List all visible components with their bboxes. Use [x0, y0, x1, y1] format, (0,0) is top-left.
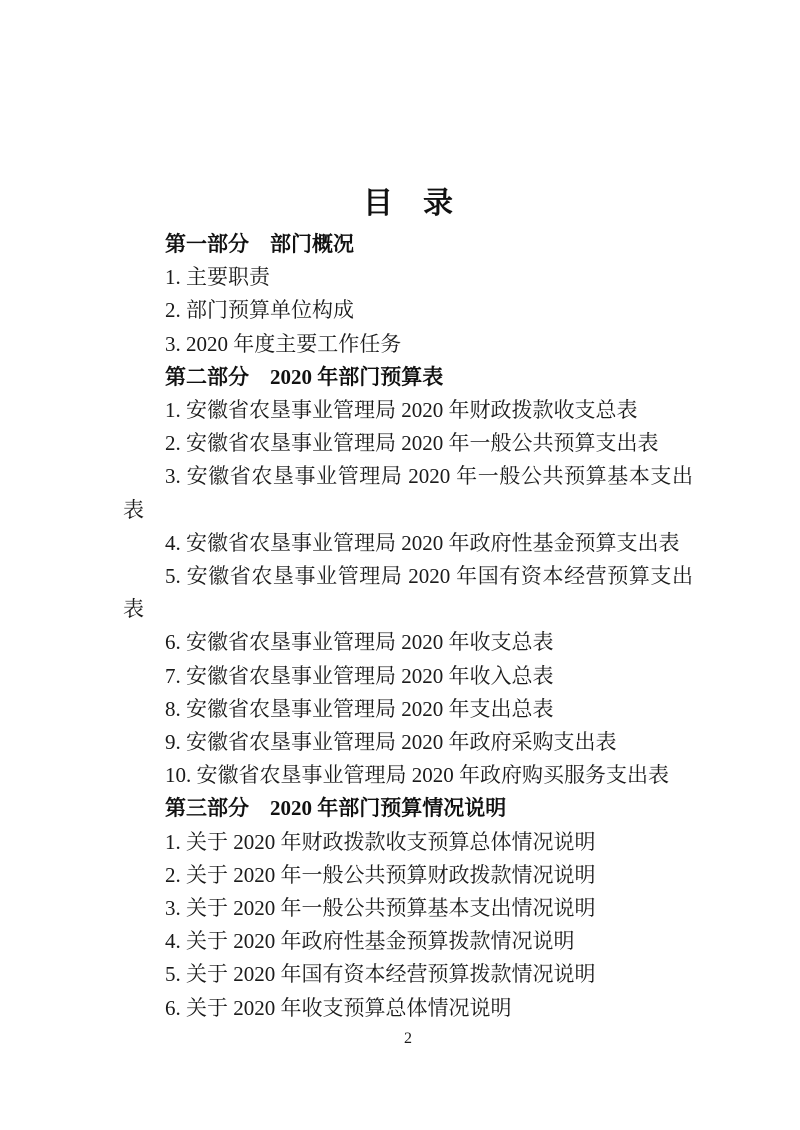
toc-entry: 2. 部门预算单位构成 — [165, 298, 354, 323]
toc-entry: 1. 关于 2020 年财政拨款收支预算总体情况说明 — [165, 829, 596, 854]
toc-entry-continuation: 表 — [123, 497, 144, 522]
toc-entry: 9. 安徽省农垦事业管理局 2020 年政府采购支出表 — [165, 730, 617, 755]
toc-entry: 5. 安徽省农垦事业管理局 2020 年国有资本经营预算支出 — [165, 564, 693, 589]
toc-entry: 10. 安徽省农垦事业管理局 2020 年政府购买服务支出表 — [165, 763, 669, 788]
toc-entry: 3. 安徽省农垦事业管理局 2020 年一般公共预算基本支出 — [165, 464, 693, 489]
toc-entry: 1. 安徽省农垦事业管理局 2020 年财政拨款收支总表 — [165, 398, 638, 423]
toc-entry: 3. 关于 2020 年一般公共预算基本支出情况说明 — [165, 896, 596, 921]
toc-section-heading-part3: 第三部分 2020 年部门预算情况说明 — [165, 796, 507, 821]
toc-entry: 7. 安徽省农垦事业管理局 2020 年收入总表 — [165, 663, 554, 688]
toc-entry: 5. 关于 2020 年国有资本经营预算拨款情况说明 — [165, 962, 596, 987]
toc-entry: 4. 安徽省农垦事业管理局 2020 年政府性基金预算支出表 — [165, 530, 680, 555]
toc-entry: 6. 安徽省农垦事业管理局 2020 年收支总表 — [165, 630, 554, 655]
toc-entry-continuation: 表 — [123, 597, 144, 622]
toc-entry: 8. 安徽省农垦事业管理局 2020 年支出总表 — [165, 696, 554, 721]
toc-entry: 4. 关于 2020 年政府性基金预算拨款情况说明 — [165, 929, 575, 954]
document-title: 目 录 — [363, 187, 453, 220]
toc-section-heading-part1: 第一部分 部门概况 — [165, 232, 354, 256]
toc-entry: 2. 关于 2020 年一般公共预算财政拨款情况说明 — [165, 862, 596, 887]
page-number: 2 — [404, 1030, 412, 1047]
toc-entry: 2. 安徽省农垦事业管理局 2020 年一般公共预算支出表 — [165, 431, 659, 456]
table-of-contents — [123, 228, 693, 1025]
toc-entry: 3. 2020 年度主要工作任务 — [165, 331, 402, 356]
toc-entry: 1. 主要职责 — [165, 265, 270, 290]
toc-entry: 6. 关于 2020 年收支预算总体情况说明 — [165, 995, 512, 1020]
toc-section-heading-part2: 第二部分 2020 年部门预算表 — [165, 364, 444, 389]
toc-content — [123, 183, 693, 1025]
